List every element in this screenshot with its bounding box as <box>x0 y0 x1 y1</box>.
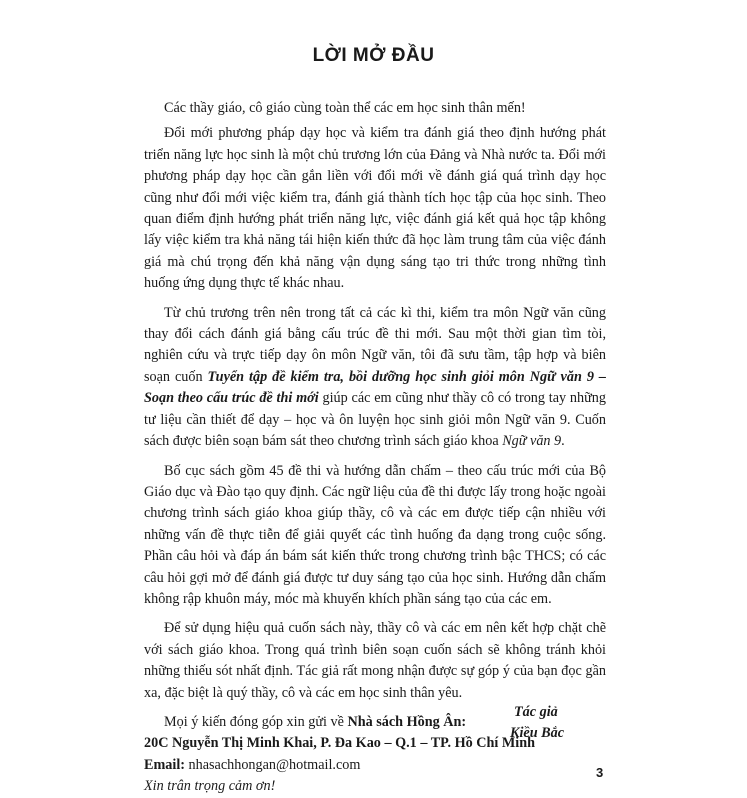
email-label: Email: <box>144 756 185 773</box>
paragraph-1: Đổi mới phương pháp dạy học và kiểm tra đánh giá theo định hướng phát triển năng lực học sinh là một chủ trương lớn của Đảng và Nhà nước ta. Đổi mới phương pháp dạy học cần gắn liền với đổi mới về đánh giá quá trình dạy học cũng như đổi mới việc kiểm tra, đánh giá thành tích học tập của học sinh. Theo quan điểm định hướng phát triển năng lực, việc đánh giá kết quả học tập không lấy việc kiểm tra khả năng tái hiện kiến thức đã học làm trung tâm của việc đánh giá mà chú trọng đến khả năng vận dụng sáng tạo tri thức trong những tình huống ứng dụng thực tế khác nhau. <box>144 125 606 292</box>
email-address: nhasachhongan@hotmail.com <box>184 756 361 773</box>
email-line <box>144 755 606 776</box>
greeting: Các thầy giáo, cô giáo cùng toàn thể các em học sinh thân mến! <box>164 100 526 116</box>
contact-intro: Mọi ý kiến đóng góp xin gửi về <box>164 713 348 730</box>
page-number: 3 <box>596 765 604 780</box>
paragraph-2-middle: giúp các em cũng như thầy cô có trong tay những tư liệu cần thiết để dạy – học và ôn luyện học sinh giỏi môn Ngữ văn 9. Cuốn sách được biên soạn bám sát theo chương trình sách giáo khoa <box>144 390 606 450</box>
paragraph-2 <box>144 303 606 453</box>
thanks-line: Xin trân trọng cảm ơn! <box>144 778 276 795</box>
publisher-address: 20C Nguyễn Thị Minh Khai, P. Đa Kao – Q.1 – TP. Hồ Chí Minh <box>144 735 536 752</box>
author-role: Tác giả <box>514 704 558 720</box>
paragraph-2-start: Từ chủ trương trên nên trong tất cả các kì thi, kiểm tra môn Ngữ văn cũng thay đổi cách đánh giá bằng cấu trúc đề thi mới. Sau một thời gian tìm tòi, nghiên cứu và trực tiếp dạy ôn môn Ngữ văn, tôi đã sưu tầm, tập hợp và biên soạn cuốn <box>144 304 606 385</box>
page-title: LỜI MỞ ĐẦU <box>312 45 435 66</box>
author-name: Kiều Bắc <box>510 725 564 742</box>
publisher-name: Nhà sách Hồng Ân: <box>347 713 467 730</box>
paragraph-2-end: . <box>561 433 565 450</box>
paragraph-3: Bố cục sách gồm 45 đề thi và hướng dẫn chấm – theo cấu trúc mới của Bộ Giáo dục và Đào tạo quy định. Các ngữ liệu của đề thi được lấy trong hoặc ngoài chương trình sách giáo khoa giúp thầy, cô và các em được tiếp cận nhiều với những vấn đề thực tiễn để giải quyết các tình huống đa dạng trong cuộc sống. Phần câu hỏi và đáp án bám sát kiến thức trong chương trình bậc THCS; có các câu hỏi gợi mở để đánh giá được tư duy sáng tạo của học sinh. Hướng dẫn chấm không rập khuôn máy, móc mà khuyến khích phần sáng tạo của các em. <box>144 462 606 607</box>
textbook-title: Ngữ văn 9 <box>502 433 562 450</box>
paragraph-4: Để sử dụng hiệu quả cuốn sách này, thầy cô và các em nên kết hợp chặt chẽ với sách giáo khoa. Trong quá trình biên soạn cuốn sách sẽ không tránh khỏi những thiếu sót nhất định. Tác giả rất mong nhận được sự góp ý của bạn đọc gần xa, đặc biệt là quý thầy, cô và các em học sinh thân yêu. <box>144 620 606 701</box>
preface-body <box>144 98 606 798</box>
author-signature <box>510 702 564 745</box>
book-title: Tuyển tập đề kiểm tra, bồi dưỡng học sinh giỏi môn Ngữ văn 9 – Soạn theo cấu trúc đề thi mới <box>144 368 606 407</box>
